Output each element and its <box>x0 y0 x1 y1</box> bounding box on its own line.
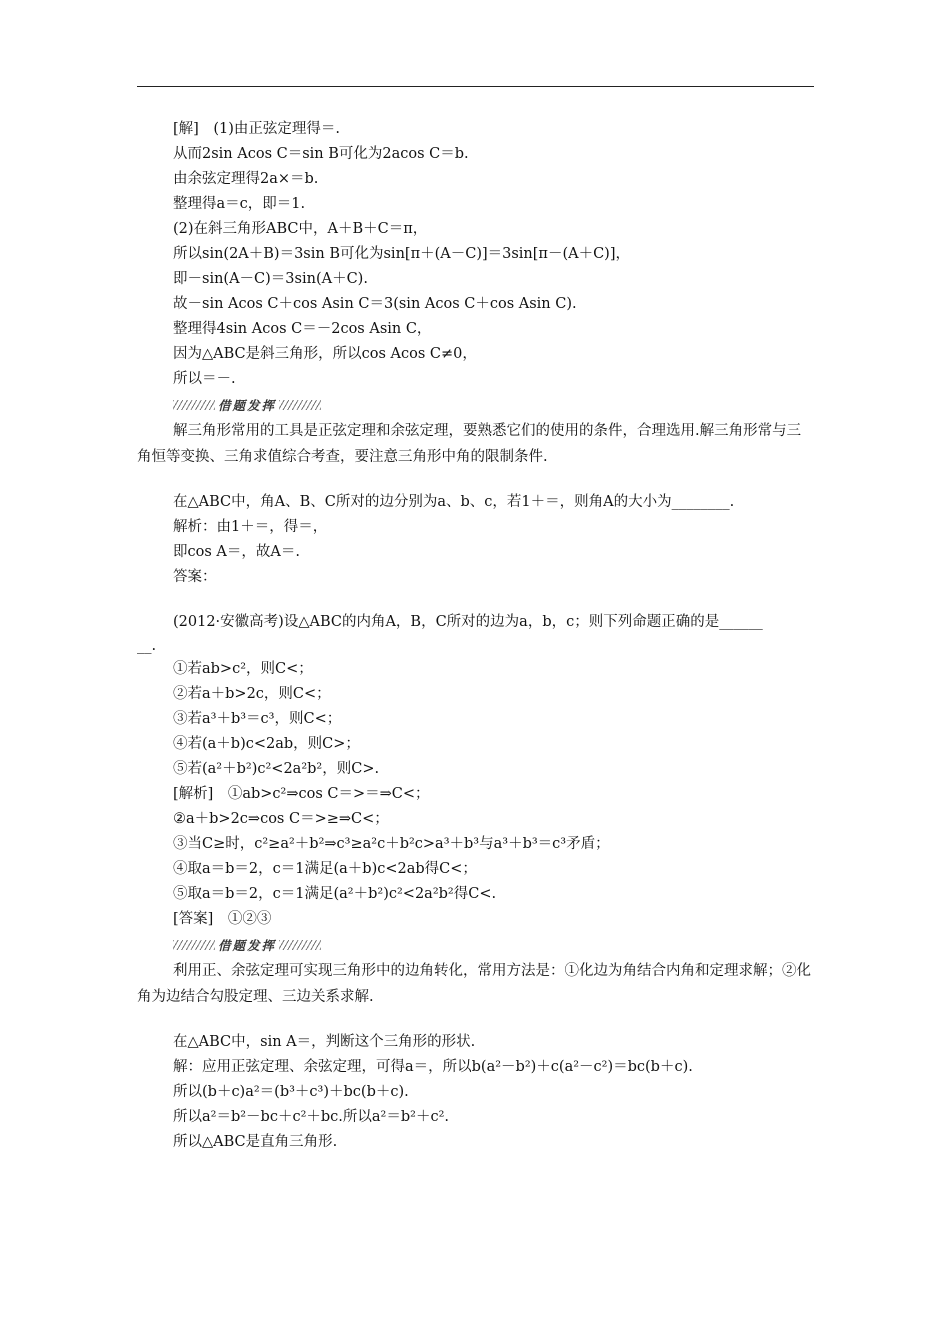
text-line: ②a＋b>2c⇒cos C＝>≥⇒C<； <box>173 811 389 827</box>
hatch-decoration <box>173 940 215 950</box>
hatch-decoration <box>279 940 321 950</box>
tip-banner <box>137 392 814 418</box>
text-line: [解] (1)由正弦定理得＝. <box>173 121 340 137</box>
text-line: ②若a＋b>2c，则C<； <box>173 686 331 702</box>
tip-banner-label: 借题发挥 <box>218 398 277 413</box>
text-line: 即－sin(A－C)＝3sin(A＋C). <box>173 271 368 287</box>
tip-paragraph: 利用正、余弦定理可实现三角形中的边角转化，常用方法是：①化边为角结合内角和定理求解；②化角为边结合勾股定理、三边关系求解. <box>137 963 811 1005</box>
text-line: 在△ABC中，sin A＝，判断这个三角形的形状. <box>173 1034 476 1050</box>
question-line: (2012·安徽高考)设△ABC的内角A，B，C所对的边为a，b，c；则下列命题正确的是______ <box>173 614 763 630</box>
hatch-decoration <box>279 400 321 410</box>
text-line: 答案： <box>173 569 217 585</box>
tip-banner-label: 借题发挥 <box>218 938 277 953</box>
text-line: [解析] ①ab>c²⇒cos C＝>＝⇒C<； <box>173 786 430 802</box>
text-line: (2)在斜三角形ABC中，A＋B＋C＝π， <box>173 221 428 237</box>
text-line: ③若a³＋b³＝c³，则C<； <box>173 711 342 727</box>
document-body <box>137 117 814 1155</box>
tip-paragraph: 解三角形常用的工具是正弦定理和余弦定理，要熟悉它们的使用的条件，合理选用.解三角形常与三角恒等变换、三角求值综合考查，要注意三角形中角的限制条件. <box>137 423 802 465</box>
text-line: 在△ABC中，角A、B、C所对的边分别为a、b、c，若1＋＝，则角A的大小为________. <box>173 494 735 510</box>
text-line: ①若ab>c²，则C<； <box>173 661 313 677</box>
exercise-block-2 <box>137 1030 814 1155</box>
example-block-2 <box>137 610 814 932</box>
hatch-decoration <box>173 400 215 410</box>
text-line: 所以(b＋c)a²＝(b³＋c³)＋bc(b＋c). <box>173 1084 409 1100</box>
text-line: 由余弦定理得2a×＝b. <box>173 171 319 187</box>
text-line: ⑤取a＝b＝2，c＝1满足(a²＋b²)c²<2a²b²得C<. <box>173 886 497 902</box>
text-line: ④取a＝b＝2，c＝1满足(a＋b)c<2ab得C<； <box>173 861 477 877</box>
solution-block-1 <box>137 117 814 392</box>
text-line: 故－sin Acos C＋cos Asin C＝3(sin Acos C＋cos Asin C). <box>173 296 577 312</box>
text-line: 所以sin(2A＋B)＝3sin B可化为sin[π＋(A－C)]＝3sin[π－(A＋C)]， <box>173 246 630 262</box>
text-line: 因为△ABC是斜三角形，所以cos Acos C≠0， <box>173 346 477 362</box>
text-line: 解：应用正弦定理、余弦定理，可得a＝，所以b(a²－b²)＋c(a²－c²)＝bc(b＋c). <box>173 1059 693 1075</box>
text-line: 解析：由1＋＝，得＝， <box>173 519 328 535</box>
text-line: 所以＝－. <box>173 371 236 387</box>
text-line: 即cos A＝，故A＝. <box>173 544 300 560</box>
text-line: [答案] ①②③ <box>173 911 272 927</box>
text-line: 从而2sin Acos C＝sin B可化为2acos C＝b. <box>173 146 469 162</box>
question-continuation: __. <box>137 638 157 654</box>
exercise-block-1 <box>137 490 814 590</box>
text-line: 整理得a＝c，即＝1. <box>173 196 306 212</box>
tip-banner <box>137 932 814 958</box>
text-line: 所以△ABC是直角三角形. <box>173 1134 338 1150</box>
text-line: 所以a²＝b²－bc＋c²＋bc.所以a²＝b²＋c². <box>173 1109 449 1125</box>
text-line: ⑤若(a²＋b²)c²<2a²b²，则C>. <box>173 761 380 777</box>
header-rule <box>137 86 814 87</box>
text-line: 整理得4sin Acos C＝－2cos Asin C， <box>173 321 432 337</box>
text-line: ④若(a＋b)c<2ab，则C>； <box>173 736 360 752</box>
text-line: ③当C≥时，c²≥a²＋b²⇒c³≥a²c＋b²c>a³＋b³与a³＋b³＝c³矛盾； <box>173 836 610 852</box>
